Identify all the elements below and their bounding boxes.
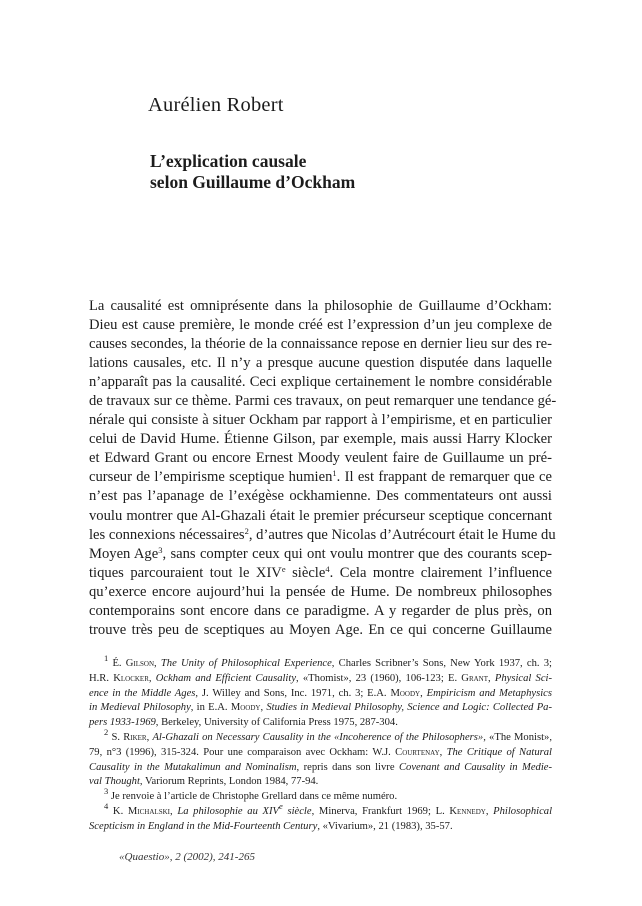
footnote-ref-1[interactable]: 1 — [332, 468, 337, 479]
body-line: celui de David Hume. Étienne Gilson, par exemple, mais aussi Harry Klocker — [89, 431, 552, 448]
body-line: lations causales, etc. Il n’y a presque aucune question disputée dans laquelle — [89, 355, 552, 372]
body-line: Dieu est cause première, le monde créé est l’expression d’un jeu complexe de — [89, 317, 552, 334]
footnote-ref-2[interactable]: 2 — [244, 525, 249, 536]
body-line: tiques parcouraient tout le XIVe siècle$^4$. Cela montre clairement l’influence — [89, 563, 552, 581]
title-line-1: L’explication causale — [150, 151, 307, 171]
article-title — [150, 151, 570, 193]
footnote-1-line: in Medieval Philosophy, in E.A. Moody, Studies in Medieval Philosophy, Science and Logic: Collected Pa- — [89, 702, 552, 714]
body-line: voulu montrer que Al-Ghazali était le premier précurseur sceptique concernant — [89, 507, 552, 524]
footnote-3: $^3$ Je renvoie à l’article de Christophe Grellard dans ce même numéro. — [104, 786, 398, 803]
footnote-4: $^4$ K. Michalski, La philosophie au XIVe siècle, Minerva, Frankfurt 1969; L. Kennedy, Philosophical — [104, 800, 553, 817]
body-line: n’est pas l’apanage de l’exégèse ockhamienne. Des commentateurs ont aussi — [89, 488, 552, 505]
body-line: curseur de l’empirisme sceptique humien$^1$. Il est frappant de remarquer que ce — [89, 468, 552, 486]
footnote-1-line: H.R. Klocker, Ockham and Efficient Causality, «Thomist», 23 (1960), 106-123; E. Grant, Physical Sci- — [89, 672, 553, 684]
footnote-2-line: val Thought, Variorum Reprints, London 1984, 77-94. — [89, 776, 319, 788]
footnote-1: $^1$ É. Gilson, The Unity of Philosophical Experience, Charles Scribner’s Sons, New York 1937, ch. 3; — [104, 653, 552, 669]
footnotes — [89, 653, 553, 835]
body-line: nérale qui consiste à situer Ockham par rapport à l’empirisme, et en particulier — [89, 412, 552, 429]
title-line-2: selon Guillaume d’Ockham — [150, 172, 356, 192]
body-line: trouve très peu de sceptiques au Moyen Age. En ce qui concerne Guillaume — [89, 621, 552, 638]
body-line: et Edward Grant ou encore Ernest Moody veulent faire de Guillaume un pré- — [89, 450, 552, 467]
body-line: La causalité est omniprésente dans la philosophie de Guillaume d’Ockham: — [89, 298, 552, 314]
footnote-4-line: Scepticism in England in the Mid-Fourteenth Century, «Vivarium», 21 (1983), 35-57. — [89, 820, 453, 832]
body-line: qu’exerce encore aujourd’hui la pensée de Hume. De nombreux philosophes — [89, 583, 552, 600]
footnote-ref-4[interactable]: 4 — [325, 563, 330, 574]
footnote-2: $^2$ S. Riker, Al-Ghazali on Necessary Causality in the «Incoherence of the Philosophers», «The Monist», — [104, 726, 552, 743]
footnote-2-line: Causality in the Mutakalimun and Nominalism, repris dans son livre Covenant and Causality in Medie- — [89, 761, 552, 773]
body-line: n’apparaît pas la causalité. Ceci explique certainement le nombre considérable — [89, 374, 552, 391]
body-line: Moyen Age$^3$, sans compter ceux qui ont voulu montrer que des courants scep- — [89, 544, 552, 562]
footnote-2-line: 79, n°3 (1996), 315-324. Pour une comparaison avec Ockham: W.J. Courtenay, The Critique of Natural — [89, 746, 553, 758]
main-paragraph — [89, 297, 557, 640]
body-line: de travaux sur ce thème. Parmi ces travaux, on peut remarquer une tendance gé- — [89, 393, 557, 410]
footnote-1-line: ence in the Middle Ages, J. Willey and Sons, Inc. 1971, ch. 3; E.A. Moody, Empiricism and Metaphysics — [89, 687, 552, 699]
body-line: contemporains sont encore dans ce paradigme. A y regarder de plus près, on — [89, 602, 552, 619]
body-line: causes secondes, la théorie de la connaissance repose en dernier lieu sur des re- — [89, 336, 552, 353]
body-line: les connexions nécessaires$^2$, d’autres que Nicolas d’Autrécourt était le Hume du — [89, 525, 556, 543]
author-name: Aurélien Robert — [148, 94, 284, 116]
journal-citation: «Quaestio», 2 (2002), 241-265 — [119, 851, 255, 863]
footnote-ref-3[interactable]: 3 — [158, 544, 163, 555]
footnote-1-line: pers 1933-1969, Berkeley, University of California Press 1975, 287-304. — [89, 717, 398, 729]
